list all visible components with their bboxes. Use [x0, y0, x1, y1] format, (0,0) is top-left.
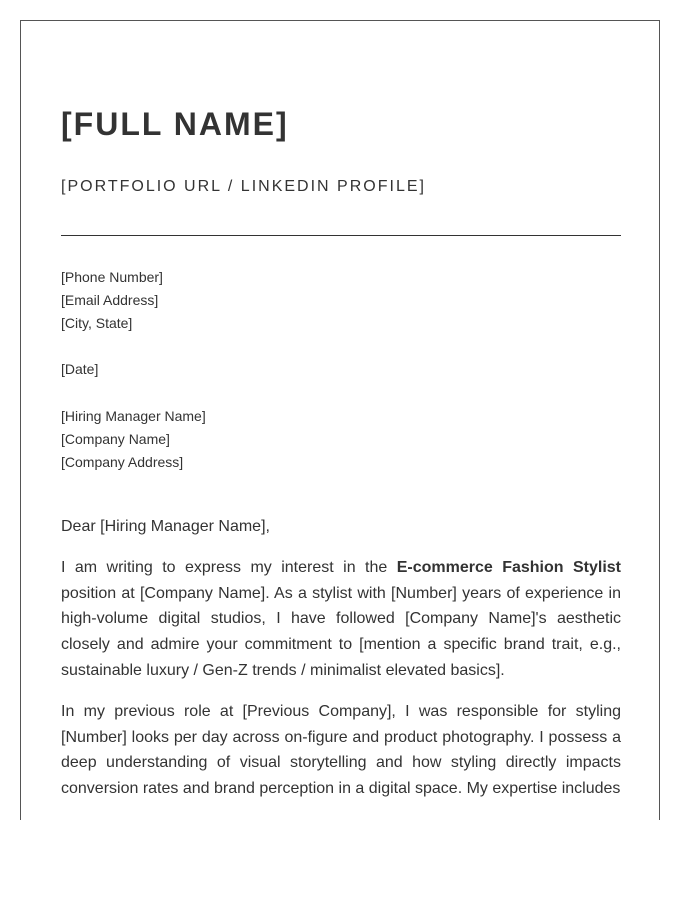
- company-name: [Company Name]: [61, 431, 170, 447]
- header-divider: [61, 235, 621, 236]
- job-title-emphasis: E-commerce Fashion Stylist: [396, 559, 621, 576]
- portfolio-url: [PORTFOLIO URL / LINKEDIN PROFILE]: [61, 178, 426, 195]
- body-paragraph-1: [61, 555, 621, 684]
- full-name-heading: [FULL NAME]: [61, 106, 289, 142]
- recipient-block: [61, 405, 206, 474]
- email-address: [Email Address]: [61, 292, 159, 308]
- company-address: [Company Address]: [61, 454, 184, 470]
- city-state: [City, State]: [61, 315, 133, 331]
- hiring-manager-name: [Hiring Manager Name]: [61, 408, 206, 424]
- letter-date: [Date]: [61, 361, 99, 377]
- salutation: Dear [Hiring Manager Name],: [61, 518, 270, 535]
- phone-number: [Phone Number]: [61, 269, 163, 285]
- p1-text-start: I am writing to express my interest in the: [61, 559, 397, 576]
- contact-block: [61, 266, 163, 335]
- p1-text-end: position at [Company Name]. As a stylist with [Number] years of experience in high-volume digital studios, I have followed [Company Name]'s aesthetic closely and admire your commitment to [mention a specific brand trait, e.g., sustainable luxury / Gen-Z trends / minimalist elevated basics].: [61, 584, 621, 679]
- body-paragraph-2: In my previous role at [Previous Company], I was responsible for styling [Number] looks per day across on-figure and product photography. I possess a deep understanding of visual storytelling and how styling directly impacts conversion rates and brand perception in a digital space. My expertise includes: [61, 703, 621, 798]
- date-block: [61, 358, 98, 381]
- letter-page: [20, 20, 660, 820]
